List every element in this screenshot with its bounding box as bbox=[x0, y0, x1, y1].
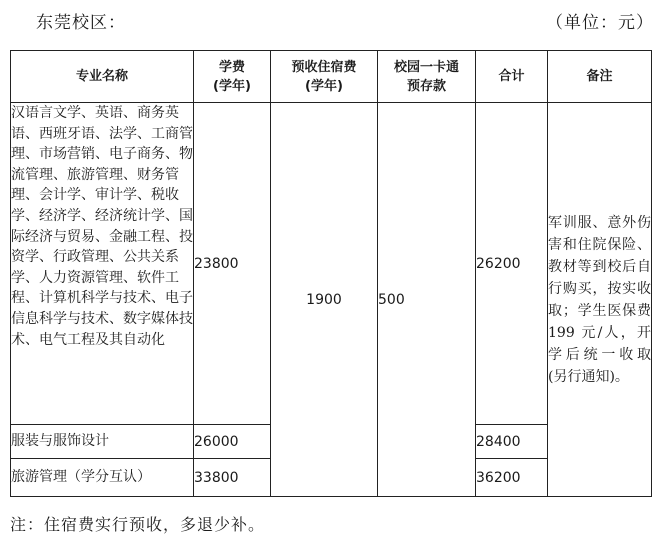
total-cell: 28400 bbox=[476, 425, 548, 459]
major-cell: 汉语言文学、英语、商务英语、西班牙语、法学、工商管理、市场营销、电子商务、物流管理、旅游管理、财务管理、会计学、审计学、税收学、经济学、经济统计学、国际经济与贸易、金融工程、投资学、行政管理、公共关系学、人力资源管理、软件工程、计算机科学与技术、电子信息科学与技术、数字媒体技术、电气工程及其自动化 bbox=[11, 103, 194, 425]
major-cell: 旅游管理（学分互认） bbox=[11, 459, 194, 497]
dorm-fee-cell: 1900 bbox=[271, 103, 378, 497]
card-deposit-cell: 500 bbox=[378, 103, 476, 497]
table-header-row bbox=[11, 51, 652, 103]
header-dorm-line2: (学年) bbox=[305, 78, 343, 94]
major-cell: 服装与服饰设计 bbox=[11, 425, 194, 459]
header-card-line2: 预存款 bbox=[406, 78, 446, 94]
header-card-line1: 校园一卡通 bbox=[393, 59, 459, 75]
remarks-cell: 军训服、意外伤害和住院保险、教材等到校后自行购买，按实收取；学生医保费 199 元/人，开学后统一收取(另行通知)。 bbox=[548, 103, 652, 497]
unit-label: （单位：元） bbox=[546, 13, 654, 33]
tuition-cell: 33800 bbox=[194, 459, 271, 497]
header-dorm-fee bbox=[271, 51, 378, 103]
header-tuition-line2: (学年) bbox=[213, 78, 251, 94]
header-total: 合计 bbox=[476, 51, 548, 103]
total-cell: 26200 bbox=[476, 103, 548, 425]
header-card-deposit bbox=[378, 51, 476, 103]
header-remarks: 备注 bbox=[548, 51, 652, 103]
footnote: 注：住宿费实行预收，多退少补。 bbox=[10, 515, 266, 534]
tuition-cell: 26000 bbox=[194, 425, 271, 459]
header-dorm-line1: 预收住宿费 bbox=[291, 59, 357, 75]
table-row bbox=[11, 103, 652, 425]
total-cell: 36200 bbox=[476, 459, 548, 497]
header-major: 专业名称 bbox=[11, 51, 194, 103]
fee-table bbox=[10, 50, 652, 497]
header-tuition-line1: 学费 bbox=[218, 59, 245, 75]
header-tuition bbox=[194, 51, 271, 103]
campus-label: 东莞校区： bbox=[36, 13, 126, 33]
tuition-cell: 23800 bbox=[194, 103, 271, 425]
